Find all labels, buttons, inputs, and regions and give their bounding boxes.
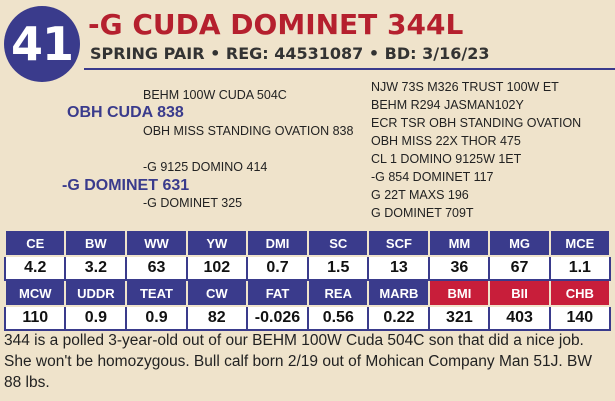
epd-value: 0.56 bbox=[308, 306, 368, 330]
epd-value: 1.1 bbox=[550, 256, 610, 280]
index-label: BMI bbox=[429, 280, 489, 306]
epd-value: -0.026 bbox=[247, 306, 308, 330]
pedigree-ancestor: ECR TSR OBH STANDING OVATION bbox=[371, 116, 582, 130]
epd-header-row-1 bbox=[5, 230, 610, 256]
index-value: 140 bbox=[550, 306, 610, 330]
epd-label: CW bbox=[187, 280, 247, 306]
epd-value: 3.2 bbox=[65, 256, 126, 280]
epd-label: MARB bbox=[368, 280, 429, 306]
epd-value: 67 bbox=[489, 256, 549, 280]
animal-name: -G CUDA DOMINET 344L bbox=[88, 8, 464, 41]
epd-label: MM bbox=[429, 230, 489, 256]
epd-label: FAT bbox=[247, 280, 308, 306]
epd-label: TEAT bbox=[126, 280, 187, 306]
epd-value: 110 bbox=[5, 306, 65, 330]
pedigree-sire-sire: BEHM 100W CUDA 504C bbox=[143, 88, 287, 102]
epd-header-row-2 bbox=[5, 280, 610, 306]
pedigree-ancestor: NJW 73S M326 TRUST 100W ET bbox=[371, 80, 559, 94]
epd-label: SCF bbox=[368, 230, 429, 256]
epd-value: 1.5 bbox=[308, 256, 368, 280]
index-label: CHB bbox=[550, 280, 610, 306]
epd-label: YW bbox=[187, 230, 247, 256]
epd-value: 0.9 bbox=[65, 306, 126, 330]
lot-number-badge: 41 bbox=[4, 6, 80, 82]
epd-table bbox=[4, 229, 611, 331]
epd-value: 36 bbox=[429, 256, 489, 280]
epd-label: UDDR bbox=[65, 280, 126, 306]
pedigree-ancestor: G DOMINET 709T bbox=[371, 206, 474, 220]
epd-value: 63 bbox=[126, 256, 187, 280]
pedigree-sire: OBH CUDA 838 bbox=[67, 104, 184, 121]
epd-label: REA bbox=[308, 280, 368, 306]
epd-label: WW bbox=[126, 230, 187, 256]
epd-label: MG bbox=[489, 230, 549, 256]
epd-label: BW bbox=[65, 230, 126, 256]
pedigree-ancestor: BEHM R294 JASMAN102Y bbox=[371, 98, 524, 112]
epd-label: CE bbox=[5, 230, 65, 256]
epd-label: DMI bbox=[247, 230, 308, 256]
animal-info: SPRING PAIR • REG: 44531087 • BD: 3/16/23 bbox=[90, 44, 490, 63]
pedigree-ancestor: G 22T MAXS 196 bbox=[371, 188, 469, 202]
pedigree-dam: -G DOMINET 631 bbox=[62, 177, 190, 194]
epd-label: MCE bbox=[550, 230, 610, 256]
epd-value: 0.9 bbox=[126, 306, 187, 330]
pedigree-dam-sire: -G 9125 DOMINO 414 bbox=[143, 160, 268, 174]
lot-description: 344 is a polled 3-year-old out of our BEHM 100W Cuda 504C son that did a nice job. She won't be homozygous. Bull calf born 2/19 out of Mohican Company Man 51J. BW 88 lbs. bbox=[4, 332, 592, 391]
pedigree-ancestor: CL 1 DOMINO 9125W 1ET bbox=[371, 152, 522, 166]
pedigree-ancestor: -G 854 DOMINET 117 bbox=[371, 170, 494, 184]
pedigree-sire-dam: OBH MISS STANDING OVATION 838 bbox=[143, 124, 354, 138]
index-value: 403 bbox=[489, 306, 549, 330]
epd-value: 102 bbox=[187, 256, 247, 280]
index-value: 321 bbox=[429, 306, 489, 330]
epd-value: 0.22 bbox=[368, 306, 429, 330]
epd-value-row-2 bbox=[5, 306, 610, 330]
epd-value: 82 bbox=[187, 306, 247, 330]
epd-value: 0.7 bbox=[247, 256, 308, 280]
epd-value: 4.2 bbox=[5, 256, 65, 280]
epd-value: 13 bbox=[368, 256, 429, 280]
pedigree-ancestor: OBH MISS 22X THOR 475 bbox=[371, 134, 521, 148]
index-label: BII bbox=[489, 280, 549, 306]
epd-value-row-1 bbox=[5, 256, 610, 280]
epd-label: MCW bbox=[5, 280, 65, 306]
pedigree-dam-dam: -G DOMINET 325 bbox=[143, 196, 243, 210]
epd-label: SC bbox=[308, 230, 368, 256]
header-divider bbox=[84, 68, 615, 70]
